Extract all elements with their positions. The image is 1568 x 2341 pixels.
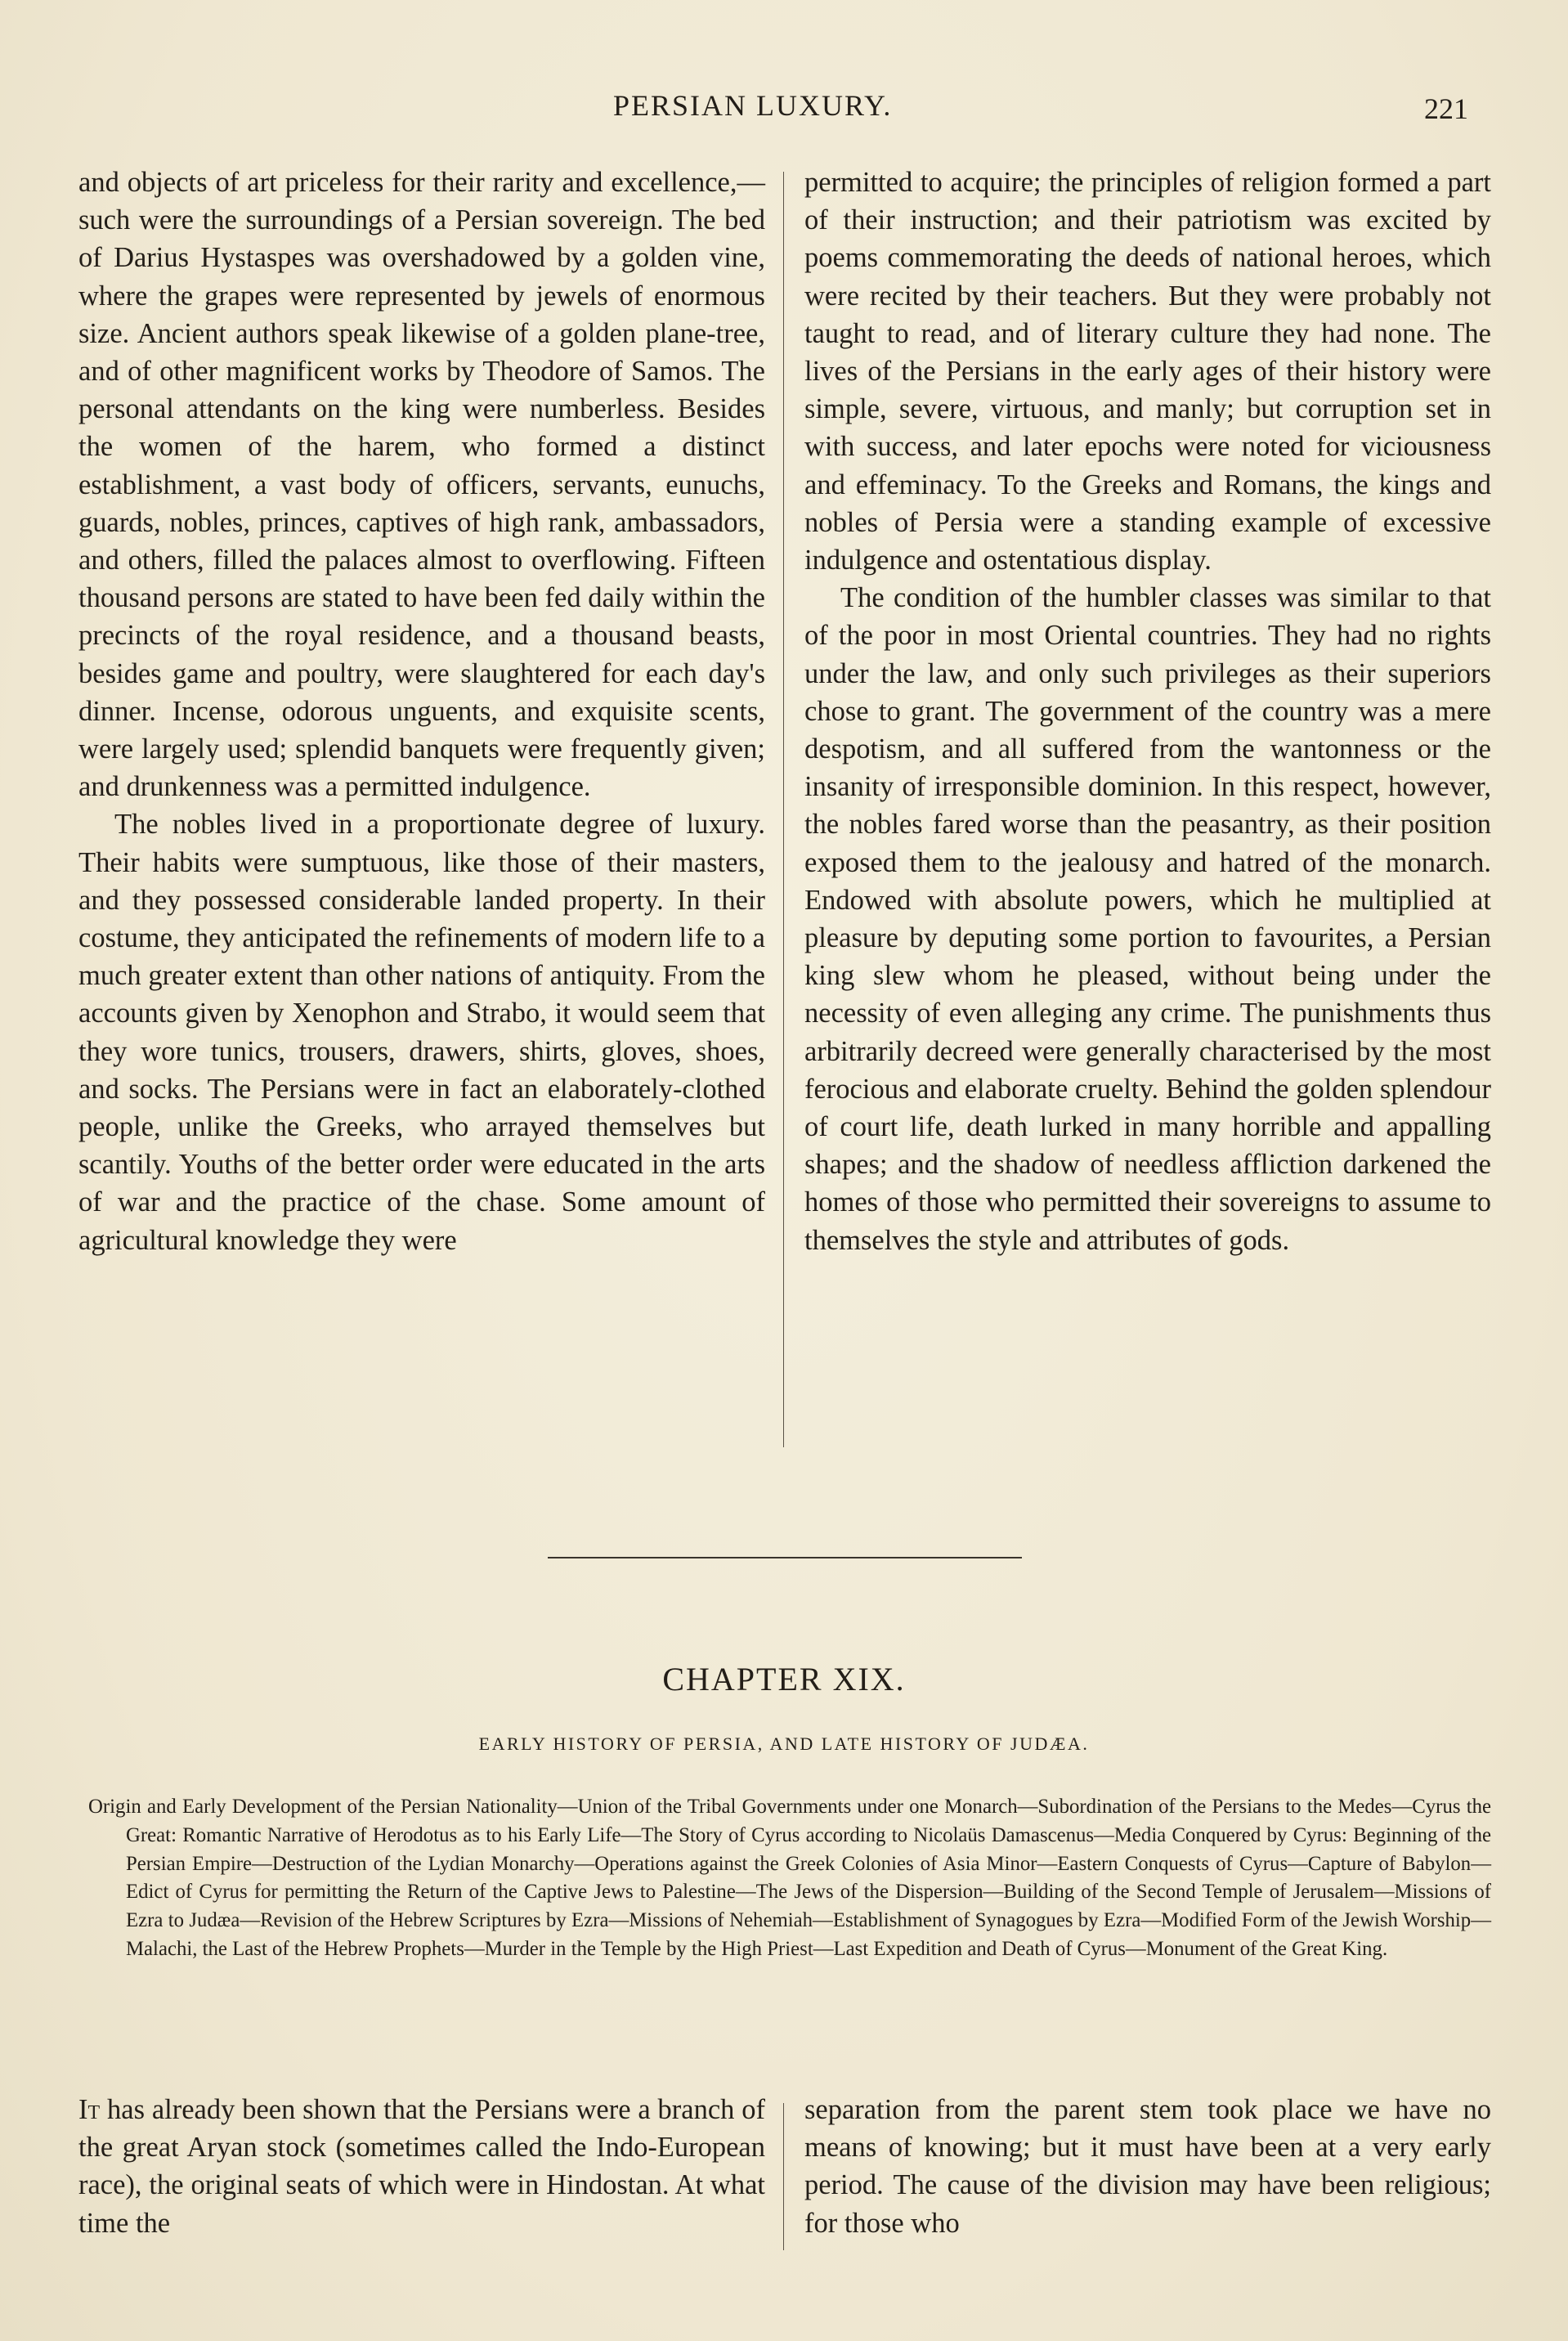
right-column-top [804,164,1491,1259]
paragraph-text: has already been shown that the Persians were a branch of the great Aryan stock (sometimes called the Indo-European race), the original seats of which were in Hindostan. At what time the [78,2094,765,2239]
section-divider [548,1557,1022,1558]
running-head [0,88,1568,129]
paragraph: and objects of art priceless for their rarity and excellence,—such were the surroundings of a Persian sovereign. The bed of Darius Hystaspes was overshadowed by a golden vine, where the grapes were represented by jewels of enormous size. Ancient authors speak likewise of a golden plane-tree, and of other magnificent works by Theodore of Samos. The personal attendants on the king were numberless. Besides the women of the harem, who formed a distinct establishment, a vast body of officers, servants, eunuchs, guards, nobles, princes, captives of high rank, ambassadors, and others, filled the palaces almost to overflowing. Fifteen thousand persons are stated to have been fed daily within the precincts of the royal residence, and a thousand beasts, besides game and poultry, were slaughtered for each day's dinner. Incense, odorous unguents, and exquisite scents, were largely used; splendid banquets were frequently given; and drunkenness was a permitted indulgence. [78,167,765,803]
paragraph: permitted to acquire; the principles of religion formed a part of their instruction; and their patriotism was excited by poems commemorating the deeds of national heroes, which were recited by their teachers. But they were probably not taught to read, and of literary culture they had none. The lives of the Persians in the early ages of their history were simple, severe, virtuous, and manly; but corruption set in with success, and later epochs were noted for viciousness and effeminacy. To the Greeks and Romans, the kings and nobles of Persia were a standing example of excessive indulgence and ostentatious display. [804,167,1491,576]
paragraph: The condition of the humbler classes was similar to that of the poor in most Oriental countries. They had no rights under the law, and only such privileges as their superiors chose to grant. The government of the country was a mere despotism, and all suffered from the wantonness or the insanity of irresponsible dominion. In this respect, however, the nobles fared worse than the peasantry, as their position exposed them to the jealousy and hatred of the monarch. Endowed with absolute powers, which he multiplied at pleasure by deputing some portion to favourites, a Persian king slew whom he pleased, without being under the necessity of even alleging any crime. The punishments thus arbitrarily decreed were generally characterised by the most ferocious and elaborate cruelty. Behind the golden splendour of court life, death lurked in many horrible and appalling shapes; and the shadow of needless affliction darkened the homes of those who permitted their sovereigns to assume to themselves the style and attributes of gods. [804,582,1491,1256]
paragraph: The nobles lived in a proportionate degree of luxury. Their habits were sumptuous, like those of their masters, and they possessed considerable landed property. In their costume, they anticipated the refinements of modern life to a much greater extent than other nations of antiquity. From the accounts given by Xenophon and Strabo, it would seem that they wore tunics, trousers, drawers, shirts, gloves, shoes, and socks. The Persians were in fact an elaborately-clothed people, unlike the Greeks, who arrayed themselves but scantily. Youths of the better order were educated in the arts of war and the practice of the chase. Some amount of agricultural knowledge they were [78,809,765,1256]
paragraph [78,2091,765,2242]
right-column-bottom [804,2091,1491,2242]
left-column-top [78,164,765,1259]
column-divider [783,2103,784,2250]
chapter-subtitle: EARLY HISTORY OF PERSIA, AND LATE HISTORY OF JUDÆA. [478,1733,1090,1754]
chapter-title: CHAPTER XIX. [662,1661,906,1697]
paragraph: separation from the parent stem took place we have no means of knowing; but it must have been at a very early period. The cause of the division may have been religious; for those who [804,2094,1491,2239]
page-number: 221 [1424,92,1468,125]
column-divider [783,172,784,1447]
lead-word: It [78,2094,101,2125]
left-column-bottom [78,2091,765,2242]
chapter-synopsis: Origin and Early Development of the Persian Nationality—Union of the Tribal Governments under one Monarch—Subordination of the Persians to the Medes—Cyrus the Great: Romantic Narrative of Herodotus as to his Early Life—The Story of Cyrus according to Nicolaüs Damascenus—Media Conquered by Cyrus: Beginning of the Persian Empire—Destruction of the Lydian Monarchy—Operations against the Greek Colonies of Asia Minor—Eastern Conquests of Cyrus—Capture of Babylon—Edict of Cyrus for permitting the Return of the Captive Jews to Palestine—The Jews of the Dispersion—Building of the Second Temple of Jerusalem—Missions of Ezra to Judæa—Revision of the Hebrew Scriptures by Ezra—Missions of Nehemiah—Establishment of Synagogues by Ezra—Modified Form of the Jewish Worship—Malachi, the Last of the Hebrew Prophets—Murder in the Temple by the High Priest—Last Expedition and Death of Cyrus—Monument of the Great King. [88,1796,1491,1960]
running-title: PERSIAN LUXURY. [613,89,893,122]
